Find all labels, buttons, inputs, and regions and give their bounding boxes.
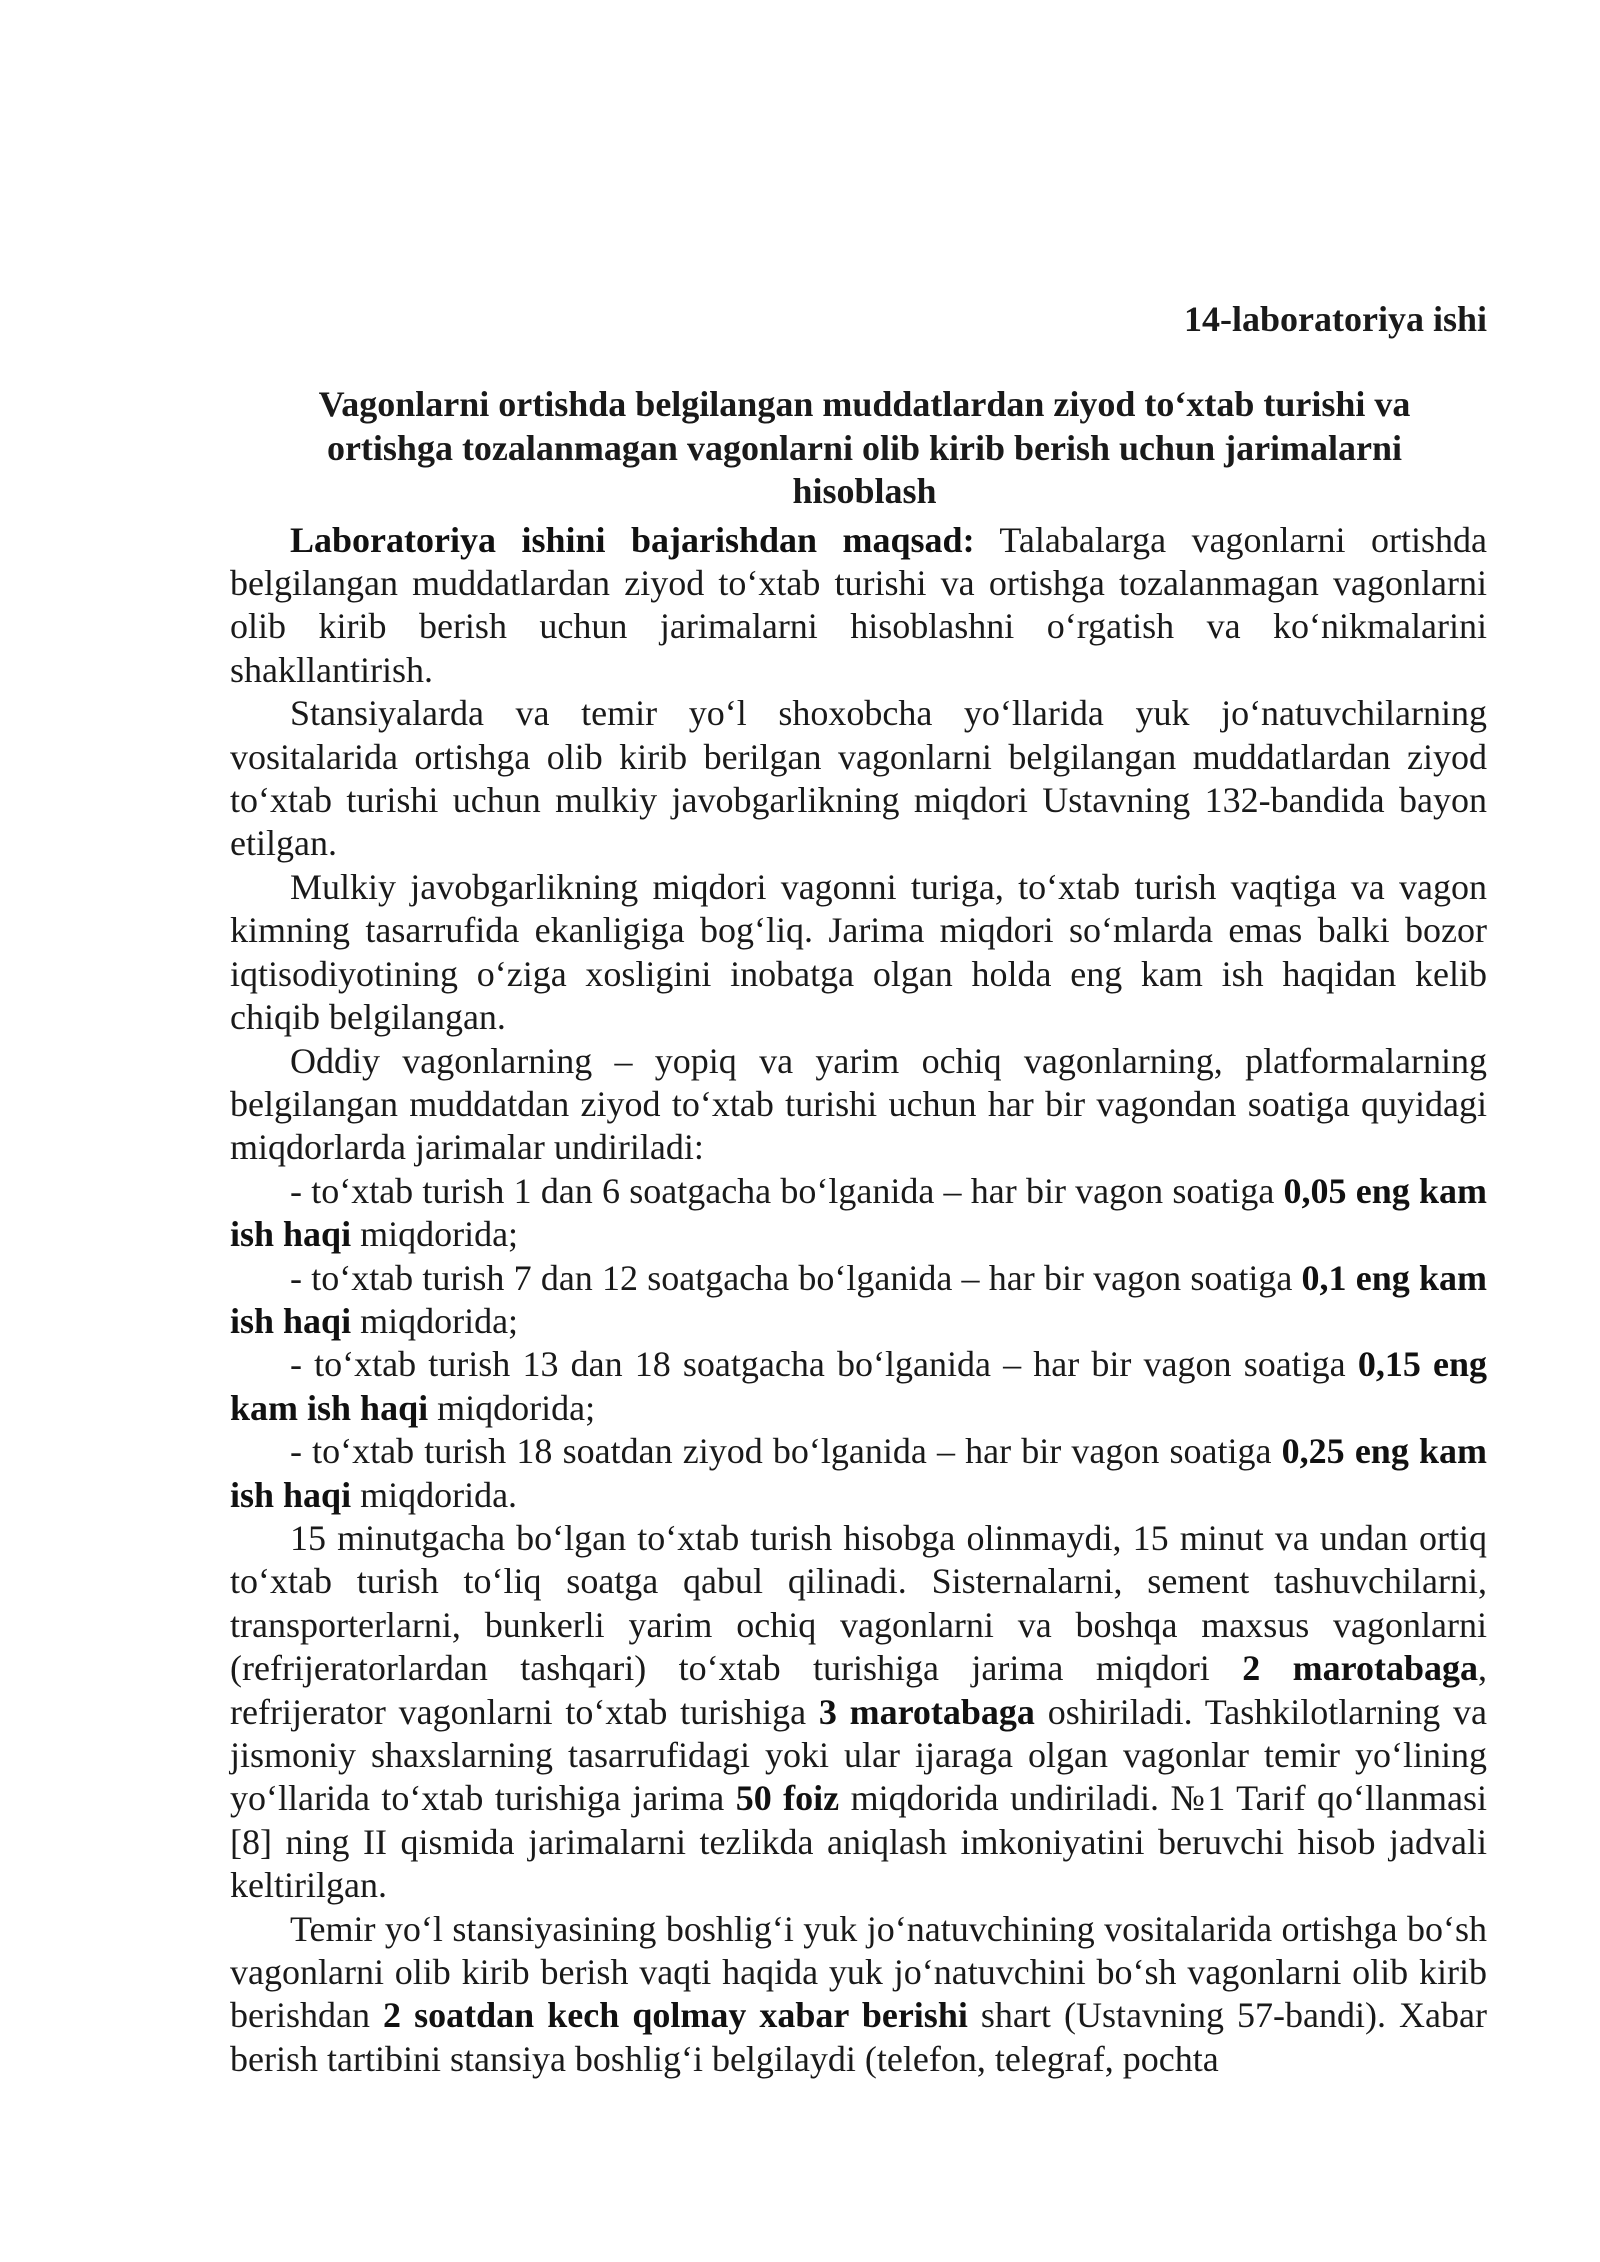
lab-number: 14-laboratoriya ishi bbox=[1184, 299, 1487, 339]
purpose-label: Laboratoriya ishini bajarishdan maqsad: bbox=[290, 519, 975, 560]
text-span: , refrijerator vagonlarni to‘xtab turishiga bbox=[230, 1648, 1488, 1732]
paragraph-4: Oddiy vagonlarning – yopiq va yarim ochiq vagonlarning, platformalarning belgilangan muddatdan ziyod to‘xtab turishi uchun har bir vagondan soatiga quyidagi miqdorlarda jarimalar undiriladi: bbox=[230, 1040, 1487, 1168]
paragraph-purpose bbox=[230, 519, 1487, 693]
paragraph-3: Mulkiy javobgarlikning miqdori vagonni turiga, to‘xtab turish vaqtiga va vagon kimning tasarrufida ekanligiga bog‘liq. Jarima miqdori so‘mlarda emas balki bozor iqtisodiyotining o‘ziga xosligini inobatga olgan holda eng kam ish haqidan kelib chiqib belgilangan. bbox=[230, 866, 1487, 1038]
document-title: Vagonlarni ortishda belgilangan muddatlardan ziyod to‘xtab turishi va ortishga tozalanmagan vagonlarni olib kirib berish uchun jarimalarni hisoblash bbox=[318, 384, 1411, 512]
bold-span: 2 soatdan kech qolmay xabar berishi bbox=[383, 1995, 968, 2036]
text-span: 15 minutgacha bo‘lgan to‘xtab turish hisobga olinmaydi, 15 minut va undan ortiq to‘xtab turish to‘liq soatga qabul qilinadi. Sisternalarni, sement tashuvchilarni, transporterlarni, bunkerli yarim ochiq vagonlarni va boshqa maxsus vagonlarni (refrijeratorlardan tashqari) to‘xtab turishiga jarima miqdori bbox=[230, 1517, 1487, 1689]
rate-item bbox=[230, 1430, 1487, 1517]
rate-item bbox=[230, 1257, 1487, 1344]
rate-text: - to‘xtab turish 1 dan 6 soatgacha bo‘lganida – har bir vagon soatiga bbox=[290, 1170, 1284, 1211]
rate-tail: miqdorida; bbox=[351, 1300, 519, 1341]
rate-item bbox=[230, 1170, 1487, 1257]
paragraph-6 bbox=[230, 1908, 1487, 2082]
text-span: oshiriladi. Tashkilotlarning va jismoniy shaxslarning tasarrufidagi yoki ular ijaraga olgan vagonlar temir yo‘lining yo‘llarida to‘xtab turishiga jarima bbox=[230, 1691, 1487, 1819]
text-span: Temir yo‘l stansiyasining boshlig‘i yuk jo‘natuvchining vositalarida ortishga bo‘sh vagonlarni olib kirib berish vaqti haqida yuk jo‘natuvchini bo‘sh vagonlarni olib kirib berishdan bbox=[230, 1908, 1487, 2036]
rate-amount: 0,05 eng kam ish haqi bbox=[230, 1170, 1487, 1255]
rate-amount: 0,25 eng kam ish haqi bbox=[230, 1431, 1487, 1515]
bold-span: 2 marotabaga bbox=[1242, 1648, 1479, 1689]
purpose-text: Talabalarga vagonlarni ortishda belgilangan muddatlardan ziyod to‘xtab turishi va ortishga tozalanmagan vagonlarni olib kirib berish uchun jarimalarni hisoblashni o‘rgatish va ko‘nikmalarini shakllantirish. bbox=[230, 519, 1487, 690]
paragraph-5 bbox=[230, 1517, 1487, 1908]
bold-span: 3 marotabaga bbox=[818, 1691, 1035, 1732]
document-page bbox=[230, 298, 1487, 2081]
rate-text: - to‘xtab turish 13 dan 18 soatgacha bo‘lganida – har bir vagon soatiga bbox=[290, 1344, 1358, 1385]
rate-tail: miqdorida; bbox=[428, 1387, 596, 1428]
rate-amount: 0,15 eng kam ish haqi bbox=[230, 1344, 1487, 1428]
rate-amount: 0,1 eng kam ish haqi bbox=[230, 1257, 1487, 1341]
bold-span: 50 foiz bbox=[735, 1778, 840, 1819]
rate-text: - to‘xtab turish 7 dan 12 soatgacha bo‘lganida – har bir vagon soatiga bbox=[290, 1257, 1302, 1298]
rate-tail: miqdorida; bbox=[351, 1214, 519, 1255]
text-span: miqdorida undiriladi. №1 Tarif qo‘llanmasi [8] ning II qismida jarimalarni tezlikda aniqlash imkoniyatini beruvchi hisob jadvali keltirilgan. bbox=[230, 1778, 1488, 1906]
text-span: shart (Ustavning 57-bandi). Xabar berish tartibini stansiya boshlig‘i belgilaydi (telefon, telegraf, pochta bbox=[230, 1995, 1488, 2079]
paragraph-2: Stansiyalarda va temir yo‘l shoxobcha yo‘llarida yuk jo‘natuvchilarning vositalarida ortishga olib kirib berilgan vagonlarni belgilangan muddatlardan ziyod to‘xtab turishi uchun mulkiy javobgarlikning miqdori Ustavning 132-bandida bayon etilgan. bbox=[230, 693, 1487, 864]
rate-tail: miqdorida. bbox=[351, 1474, 518, 1515]
rate-item bbox=[230, 1343, 1487, 1430]
rate-text: - to‘xtab turish 18 soatdan ziyod bo‘lganida – har bir vagon soatiga bbox=[290, 1431, 1282, 1472]
